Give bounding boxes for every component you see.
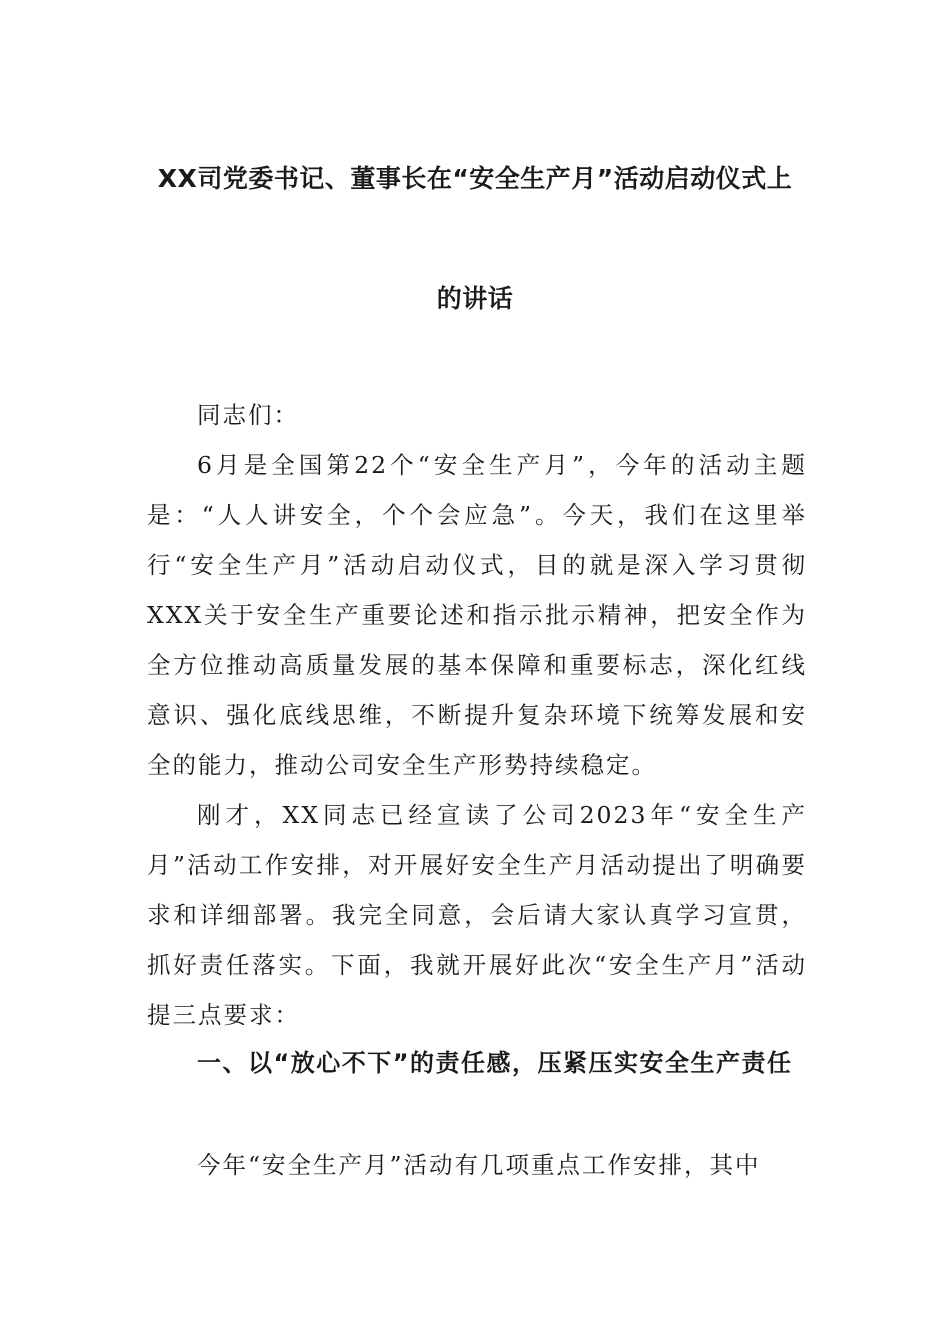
paragraph-2: 刚才，XX同志已经宣读了公司2023年“安全生产月”活动工作安排，对开展好安全生产月活动提出了明确要求和详细部署。我完全同意，会后请大家认真学习宣贯，抓好责任落实。下面，我就开展好此次“安全生产月”活动提三点要求： — [147, 801, 807, 1029]
greeting-text: 同志们： — [197, 401, 299, 429]
document-title-line-2: 的讲话 — [436, 284, 514, 313]
paragraph-3: 今年“安全生产月”活动有几项重点工作安排，其中 — [197, 1151, 761, 1179]
document-title-line-1: XX司党委书记、董事长在“安全生产月”活动启动仪式上 — [157, 164, 793, 193]
paragraph-1: 6月是全国第22个“安全生产月”，今年的活动主题是：“人人讲安全，个个会应急”。今天，我们在这里举行“安全生产月”活动启动仪式，目的就是深入学习贯彻XXX关于安全生产重要论述和指示批示精神，把安全作为全方位推动高质量发展的基本保障和重要标志，深化红线意识、强化底线思维，不断提升复杂环境下统筹发展和安全的能力，推动公司安全生产形势持续稳定。 — [147, 451, 807, 779]
section-heading-1: 一、以“放心不下”的责任感，压紧压实安全生产责任 — [197, 1049, 793, 1077]
